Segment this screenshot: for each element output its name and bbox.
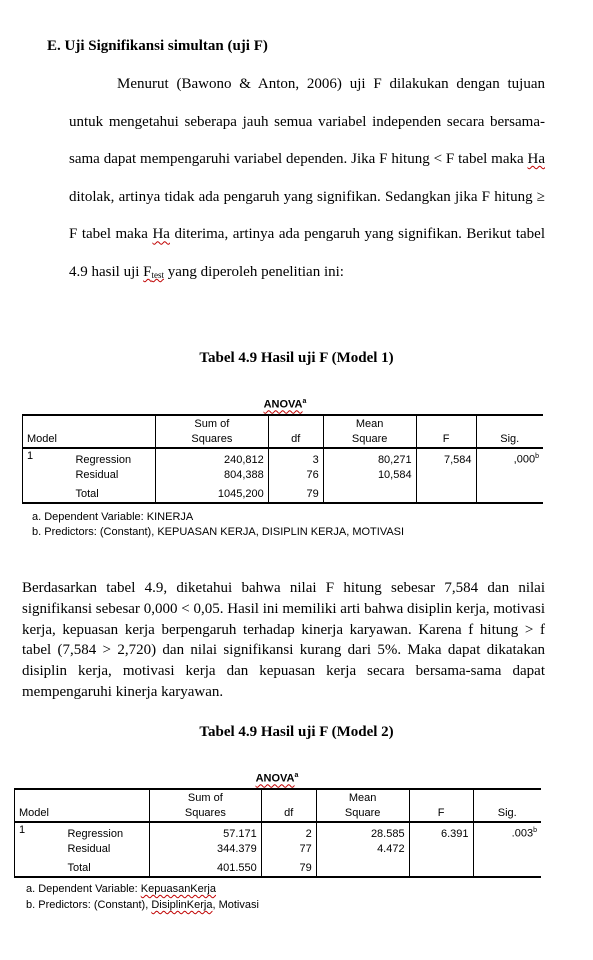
table1-cell-ms bbox=[323, 483, 416, 503]
table2-header-ms bbox=[316, 789, 409, 822]
table2-row-label: Residual bbox=[67, 842, 111, 855]
table1-cell-df: 79 bbox=[268, 483, 323, 503]
table1-cell-ss: 1045,200 bbox=[155, 483, 268, 503]
table2-cell-ss: 344.379 bbox=[149, 842, 261, 857]
table2-header-ms-top: Mean bbox=[348, 792, 377, 804]
table2-cell-f bbox=[409, 842, 473, 857]
table-row bbox=[23, 468, 544, 483]
table2-note-b bbox=[26, 898, 259, 913]
ftest-subscript: test bbox=[151, 269, 165, 280]
table2-sig-value: .003 bbox=[511, 827, 534, 840]
table1-row-label: Regression bbox=[75, 453, 132, 466]
table1-cell-f bbox=[416, 468, 476, 483]
table1-anova bbox=[22, 414, 543, 504]
table1-row-label: Residual bbox=[75, 468, 119, 481]
ha-term-2: Ha bbox=[152, 226, 170, 243]
table2-header-df: df bbox=[261, 789, 316, 822]
table2-cell-f bbox=[409, 857, 473, 877]
table2-note-a bbox=[26, 882, 216, 897]
table2-header-ss-bottom: Squares bbox=[184, 807, 226, 819]
table1-cell-f bbox=[416, 483, 476, 503]
table2-header-f: F bbox=[409, 789, 473, 822]
table2-anova-sup: a bbox=[294, 772, 299, 779]
table1-cell-ss: 804,388 bbox=[155, 468, 268, 483]
table1-cell-sig bbox=[476, 483, 543, 503]
table2-header-sig: Sig. bbox=[473, 789, 541, 822]
table2-cell-df: 79 bbox=[261, 857, 316, 877]
table1-cell-ms: 10,584 bbox=[323, 468, 416, 483]
table-row bbox=[23, 448, 544, 468]
table1-note-a: a. Dependent Variable: KINERJA bbox=[32, 511, 194, 523]
table1-anova-title bbox=[230, 398, 340, 411]
intro-text-1: Menurut (Bawono & Anton, 2006) uji F dilakukan dengan tujuan untuk mengetahui seberapa jauh semua variabel independen secara bersama-sama dapat mempengaruhi variabel dependen. Jika F hitung < F tabel maka bbox=[69, 76, 545, 168]
table1-sig-value: ,000 bbox=[513, 453, 536, 466]
table1-header-ss-top: Sum of bbox=[194, 418, 230, 430]
table-row bbox=[15, 822, 542, 842]
table2-cell-ss: 57.171 bbox=[149, 822, 261, 842]
table2-note-b-prefix: b. Predictors: (Constant), bbox=[26, 899, 152, 911]
ftest-term bbox=[143, 264, 164, 280]
table1-anova-sup: a bbox=[302, 398, 307, 405]
table2-header-ms-bottom: Square bbox=[344, 807, 381, 819]
intro-paragraph bbox=[69, 66, 545, 295]
table2-anova-word: ANOVA bbox=[255, 772, 295, 785]
table1-header-row bbox=[23, 415, 544, 448]
table1-anova-word: ANOVA bbox=[263, 398, 303, 411]
table1-cell-sig bbox=[476, 468, 543, 483]
table1-header-df: df bbox=[268, 415, 323, 448]
table2-cell-df: 77 bbox=[261, 842, 316, 857]
table2-header-ss-top: Sum of bbox=[187, 792, 223, 804]
table-row bbox=[15, 857, 542, 877]
table-row bbox=[23, 483, 544, 503]
table2-header-ss bbox=[149, 789, 261, 822]
table2-cell-sig bbox=[473, 822, 541, 842]
ha-term-1: Ha bbox=[527, 151, 545, 168]
table2-model-number: 1 bbox=[19, 824, 26, 836]
table1-cell-df: 3 bbox=[268, 448, 323, 468]
table2-cell-ms: 28.585 bbox=[316, 822, 409, 842]
table2-sig-sup: b bbox=[533, 827, 537, 834]
table2-row-label: Regression bbox=[67, 827, 124, 840]
table1-sig-sup: b bbox=[535, 453, 539, 460]
table1-header-model: Model bbox=[23, 415, 72, 448]
intro-text-2: ditolak, artinya tidak ada pengaruh yang signifikan. Sedangkan jika F hitung ≥ F tabel maka bbox=[69, 188, 545, 243]
table1-model-number: 1 bbox=[27, 450, 34, 462]
table2-note-b-var: DisiplinKerja bbox=[151, 899, 213, 911]
table2-cell-df: 2 bbox=[261, 822, 316, 842]
table2-cell-ms: 4.472 bbox=[316, 842, 409, 857]
table2-cell-ms bbox=[316, 857, 409, 877]
intro-text-3: diterima, artinya ada pengaruh yang signifikan. Berikut tabel 4.9 hasil uji bbox=[69, 226, 545, 280]
table2-note-b-suffix: , Motivasi bbox=[212, 899, 259, 911]
table2-cell-sig bbox=[473, 857, 541, 877]
table1-header-ms bbox=[323, 415, 416, 448]
ftest-main: F bbox=[143, 263, 152, 280]
table-row bbox=[15, 842, 542, 857]
table1-cell-f: 7,584 bbox=[416, 448, 476, 468]
table2-anova bbox=[14, 788, 541, 878]
table1-caption: Tabel 4.9 Hasil uji F (Model 1) bbox=[199, 350, 394, 366]
table1-row-label: Total bbox=[75, 487, 99, 500]
table2-cell-sig bbox=[473, 842, 541, 857]
intro-text-4: yang diperoleh penelitian ini: bbox=[164, 263, 344, 280]
table1-header-ss-bottom: Squares bbox=[191, 433, 233, 445]
table2-cell-f: 6.391 bbox=[409, 822, 473, 842]
table2-note-a-prefix: a. Dependent Variable: bbox=[26, 883, 141, 895]
table2-row-label: Total bbox=[67, 861, 91, 874]
table2-header-model: Model bbox=[15, 789, 64, 822]
table1-cell-ms: 80,271 bbox=[323, 448, 416, 468]
table1-header-ss bbox=[155, 415, 268, 448]
table1-note-b: b. Predictors: (Constant), KEPUASAN KERJA, DISIPLIN KERJA, MOTIVASI bbox=[32, 526, 405, 538]
table2-cell-ss: 401.550 bbox=[149, 857, 261, 877]
table2-header-blank bbox=[63, 789, 149, 822]
table1-header-sig: Sig. bbox=[476, 415, 543, 448]
table2-caption: Tabel 4.9 Hasil uji F (Model 2) bbox=[199, 724, 394, 740]
table1-header-f: F bbox=[416, 415, 476, 448]
table2-anova-title bbox=[222, 772, 332, 785]
table2-note-a-var: KepuasanKerja bbox=[140, 883, 216, 895]
analysis-paragraph: Berdasarkan tabel 4.9, diketahui bahwa nilai F hitung sebesar 7,584 dan nilai signifikansi sebesar 0,000 < 0,05. Hasil ini memiliki arti bahwa disiplin kerja, motivasi kerja, kepuasan kerja berpengaruh terhadap kinerja karyawan. Karena f hitung > f tabel (7,584 > 2,720) dan nilai signifikansi kurang dari 5%. Maka dapat dikatakan disiplin kerja, motivasi kerja dan kepuasan kerja secara bersama-sama dapat mempengaruhi kinerja karyawan. bbox=[22, 580, 545, 700]
section-heading: E. Uji Signifikansi simultan (uji F) bbox=[47, 38, 268, 54]
table1-cell-df: 76 bbox=[268, 468, 323, 483]
table1-cell-sig bbox=[476, 448, 543, 468]
table1-header-blank bbox=[71, 415, 155, 448]
table1-header-ms-top: Mean bbox=[355, 418, 384, 430]
table2-header-row bbox=[15, 789, 542, 822]
table1-cell-ss: 240,812 bbox=[155, 448, 268, 468]
table1-header-ms-bottom: Square bbox=[351, 433, 388, 445]
